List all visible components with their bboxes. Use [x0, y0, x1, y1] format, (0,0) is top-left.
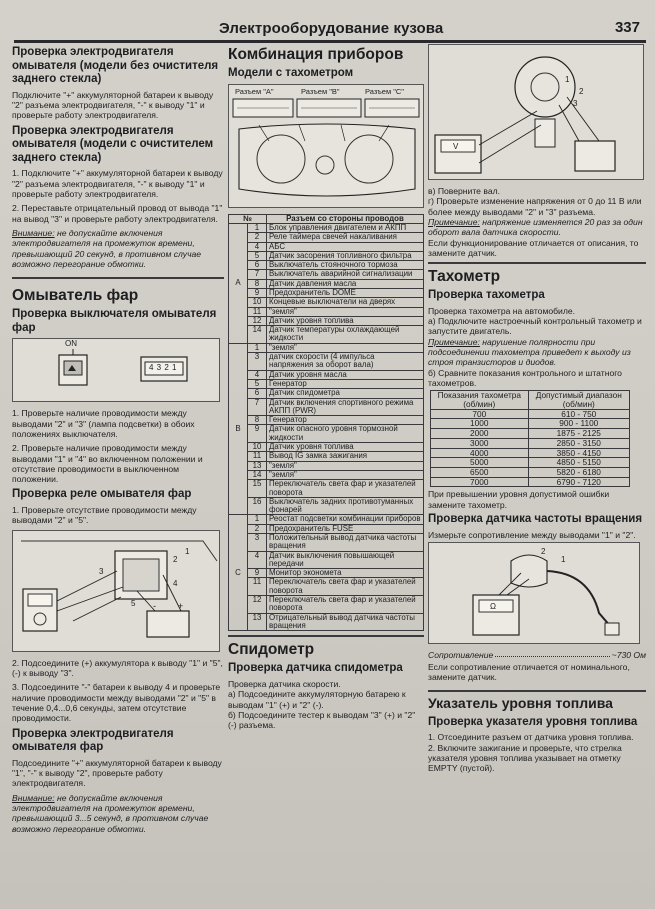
- note-label: Примечание:: [428, 336, 480, 347]
- wiper-motor-rear-step2: 2. Переставьте отрицательный провод от вывода "1" на вывод "3" и проверьте работу электродвигателя.: [12, 203, 223, 224]
- pin-number: 1: [248, 515, 267, 524]
- svg-text:Ω: Ω: [490, 601, 496, 611]
- headlamp-washer-motor-warning: [12, 793, 224, 834]
- tachometer-intro: Проверка тахометра на автомобиле.: [428, 305, 576, 316]
- tach-col-reading-header: Показания тахометра (об/мин): [431, 391, 529, 409]
- pin-description: Выключатель задних противотуманных фонарей: [267, 497, 424, 515]
- pin-number: 11: [248, 307, 267, 316]
- relay-label-1: 1: [185, 546, 190, 556]
- pin-number: 8: [248, 416, 267, 425]
- pin-description: Вывод IG замка зажигания: [267, 452, 424, 461]
- pin-description: Генератор: [267, 379, 424, 388]
- pin-number: 5: [248, 379, 267, 388]
- cluster-connector-figure: [228, 84, 424, 208]
- connector-group-label: C: [229, 515, 248, 631]
- table-row: [229, 398, 424, 416]
- pin-number: 6: [248, 389, 267, 398]
- washer-relay-step2: 2. Подсоедините (+) аккумулятора к выводу "1" и "5", (-) к выводу "3".: [12, 657, 223, 678]
- table-row: [229, 578, 424, 596]
- pin-number: 6: [248, 261, 267, 270]
- pin-description: "земля": [267, 470, 424, 479]
- pin-number: 10: [248, 298, 267, 307]
- pin-description: Переключатель света фар и указателей поворота: [267, 596, 424, 614]
- pin-description: Датчик опасного уровня тормозной жидкости: [267, 425, 424, 443]
- pin-description: Датчик уровня масла: [267, 370, 424, 379]
- instrument-cluster-subtitle: Модели с тахометром: [228, 67, 354, 80]
- speedometer-sensor-step-b: б) Подсоедините тестер к выводам "3" (+) и "2" (-) разъема.: [228, 709, 416, 731]
- warning-text: не допускайте включения электродвигателя на промежуток времени, превышающий 3...5 секунд, в противном случае возможно перегорание обмотки.: [12, 792, 209, 834]
- sensor-label-3: 3: [573, 99, 578, 108]
- washer-switch-figure: [12, 338, 220, 402]
- table-row: [229, 613, 424, 631]
- tach-reading: 2000: [431, 429, 529, 439]
- fuel-gauge-step2: 2. Включите зажигание и проверьте, что стрелка указателя уровня топлива указывает на отметку EMPTY (пустой).: [428, 742, 622, 774]
- pin-number: 9: [248, 425, 267, 443]
- connector-pin-table: [228, 214, 424, 632]
- divider: [428, 262, 646, 264]
- pin-number: 8: [248, 279, 267, 288]
- table-row: [431, 429, 630, 439]
- warning-label: Внимание:: [12, 227, 55, 238]
- tachometer-tolerance-table: [430, 390, 630, 487]
- speedometer-sensor-intro: Проверка датчика скорости.: [228, 678, 341, 689]
- tach-range: 610 - 750: [528, 409, 629, 419]
- pin-description: Датчик уровня топлива: [267, 443, 424, 452]
- pin-description: Датчик давления масла: [267, 279, 424, 288]
- column-right: [428, 40, 646, 778]
- pin-number: 2: [248, 524, 267, 533]
- wiper-motor-no-rear-title: Проверка электродвигателя омывателя (модели без очистителя заднего стекла): [12, 46, 219, 86]
- washer-switch-step1: 1. Проверьте наличие проводимости между выводами "2" и "3" (лампа подсветки) в обоих положениях выключателя.: [12, 408, 195, 439]
- rpm-label-2: 2: [541, 546, 546, 556]
- table-row: [229, 497, 424, 515]
- connector-group-label: A: [229, 223, 248, 343]
- rpm-label-1: 1: [561, 554, 566, 564]
- table-row: [229, 452, 424, 461]
- switch-on-label: ON: [65, 339, 77, 349]
- pin-description: Датчик засорения топливного фильтра: [267, 251, 424, 260]
- column-left: [12, 46, 224, 838]
- pin-description: Реле таймера свечей накаливания: [267, 233, 424, 242]
- fuel-gauge-check-title: Проверка указателя уровня топлива: [428, 715, 638, 728]
- warning-text: не допускайте включения электродвигателя на промежуток времени, превышающий 20 секунд, в противном случае возможно перегорание обмотки.: [12, 227, 202, 269]
- relay-label-5: 5: [131, 598, 136, 608]
- pin-number: 10: [248, 443, 267, 452]
- tachometer-heading: Тахометр: [428, 268, 501, 286]
- pin-number: 1: [248, 343, 267, 352]
- table-header-number: №: [229, 214, 267, 223]
- note-text: напряжение изменяется 20 раз за один оборот вала датчика скорости.: [428, 216, 643, 238]
- tach-range: 1875 - 2125: [528, 429, 629, 439]
- rpm-sensor-title: Проверка датчика частоты вращения: [428, 512, 643, 525]
- table-row: [431, 467, 630, 477]
- table-row: [229, 480, 424, 498]
- table-row: [431, 458, 630, 468]
- svg-text:-: -: [153, 600, 156, 611]
- pin-number: 13: [248, 461, 267, 470]
- pin-description: Отрицательный вывод датчика частоты вращения: [267, 613, 424, 631]
- washer-relay-step1: 1. Проверьте отсутствие проводимости между выводами "2" и "5".: [12, 505, 197, 526]
- table-row: [229, 242, 424, 251]
- pin-number: 15: [248, 480, 267, 498]
- speed-sensor-note: [428, 217, 646, 238]
- resistance-value: ~730 Ом: [611, 649, 646, 660]
- wiper-motor-rear-step1: 1. Подключите "+" аккумуляторной батареи к выводу "2" разъема электродвигателя, "-" к выводу "1" и проверьте работу электродвигателя.: [12, 168, 223, 199]
- pin-description: датчик скорости (4 импульса напряжения за оборот вала): [267, 353, 424, 371]
- table-row: [229, 515, 424, 524]
- pin-number: 12: [248, 316, 267, 325]
- washer-switch-step2: 2. Проверьте наличие проводимости между выводами "1" и "4" во включенном положении и отсутствие проводимости в выключенном положении.: [12, 443, 203, 485]
- tachometer-step-b: б) Сравните показания контрольного и штатного тахометров.: [428, 367, 622, 388]
- pin-description: "земля": [267, 461, 424, 470]
- resistance-label: Сопротивление: [428, 649, 494, 660]
- wiper-motor-rear-title: Проверка электродвигателя омывателя (модели с очистителем заднего стекла): [12, 124, 214, 164]
- rpm-sensor-figure: [428, 542, 640, 644]
- pin-description: "земля": [267, 307, 424, 316]
- headlamp-washer-motor-text: Подсоедините "+" аккумуляторной батареи к выводу "1", "-" к выводу "2", проверьте работу электродвигателя.: [12, 757, 222, 789]
- table-row: [229, 551, 424, 569]
- table-header-description: Разъем со стороны проводов: [267, 214, 424, 223]
- washer-switch-title: Проверка выключателя омывателя фар: [12, 308, 217, 334]
- table-row: [229, 389, 424, 398]
- tach-range: 5820 - 6180: [528, 467, 629, 477]
- sensor-label-2: 2: [579, 87, 584, 96]
- speedometer-heading: Спидометр: [228, 641, 315, 659]
- column-middle: [228, 46, 424, 734]
- relay-test-figure: [12, 530, 220, 652]
- tach-range: 2850 - 3150: [528, 438, 629, 448]
- pin-description: Датчик выключения повышающей передачи: [267, 551, 424, 569]
- headlamp-washer-motor-title: Проверка электродвигателя омывателя фар: [12, 727, 174, 754]
- table-row: [229, 326, 424, 344]
- tach-reading: 3000: [431, 438, 529, 448]
- pin-description: Датчик включения спортивного режима АКПП (PWR): [267, 398, 424, 416]
- pin-description: Блок управления двигателем и АКПП: [267, 223, 424, 232]
- connector-a-label: Разъем "A": [235, 86, 274, 96]
- warning-label: Внимание:: [12, 792, 55, 803]
- pin-number: 3: [248, 353, 267, 371]
- pin-description: Генератор: [267, 416, 424, 425]
- connector-group-label: B: [229, 343, 248, 515]
- relay-label-2: 2: [173, 554, 178, 564]
- pin-description: Датчик температуры охлаждающей жидкости: [267, 326, 424, 344]
- tachometer-step-a: а) Подключите настроечный контрольный тахометр и запустите двигатель.: [428, 316, 642, 337]
- pin-description: Выключатель аварийной сигнализации: [267, 270, 424, 279]
- tach-range: 900 - 1100: [528, 419, 629, 429]
- pin-description: Положительный вывод датчика частоты вращения: [267, 534, 424, 552]
- divider: [228, 635, 424, 637]
- pin-number: 12: [248, 596, 267, 614]
- pin-number: 9: [248, 569, 267, 578]
- tach-col-range-header: Допустимый диапазон (об/мин): [528, 391, 629, 409]
- pin-number: 4: [248, 551, 267, 569]
- speed-sensor-step-v: в) Поверните вал.: [428, 186, 501, 196]
- pin-number: 16: [248, 497, 267, 515]
- pin-number: 3: [248, 534, 267, 552]
- pin-number: 9: [248, 288, 267, 297]
- pin-number: 1: [248, 223, 267, 232]
- table-row: [229, 425, 424, 443]
- page-number: 337: [614, 19, 640, 36]
- tachometer-note: [428, 337, 646, 368]
- tach-reading: 6500: [431, 467, 529, 477]
- table-row: [229, 298, 424, 307]
- svg-text:V: V: [453, 142, 459, 151]
- speedometer-sensor-title: Проверка датчика спидометра: [228, 662, 403, 675]
- speed-sensor-replace: Если функционирование отличается от описания, то замените датчик.: [428, 237, 639, 258]
- tach-reading: 1000: [431, 419, 529, 429]
- table-row: [229, 270, 424, 279]
- table-row: [229, 307, 424, 316]
- page-header: [14, 10, 646, 43]
- tachometer-check-title: Проверка тахометра: [428, 289, 545, 302]
- table-row: [229, 233, 424, 242]
- tach-reading: 4000: [431, 448, 529, 458]
- table-row: [431, 477, 630, 487]
- rpm-sensor-replace: Если сопротивление отличается от номинального, замените датчик.: [428, 661, 630, 683]
- speedometer-sensor-step-a: а) Подсоедините аккумуляторную батарею к выводам "1" (+) и "2" (-).: [228, 689, 406, 710]
- pin-number: 4: [248, 242, 267, 251]
- pin-number: 2: [248, 233, 267, 242]
- pin-number: 14: [248, 470, 267, 479]
- table-row: [431, 409, 630, 419]
- tach-reading: 5000: [431, 458, 529, 468]
- pin-number: 4: [248, 370, 267, 379]
- pin-number: 13: [248, 613, 267, 631]
- relay-label-4: 4: [173, 578, 178, 588]
- pin-number: 7: [248, 398, 267, 416]
- pin-description: Реостат подсветки комбинации приборов: [267, 515, 424, 524]
- tach-range: 6790 - 7120: [528, 477, 629, 487]
- tach-range: 3850 - 4150: [528, 448, 629, 458]
- connector-c-label: Разъем "C": [365, 86, 404, 96]
- note-text: нарушение полярности при подсоединении тахометра приведет к выходу из строя транзисторов и диодов.: [428, 336, 631, 368]
- instrument-cluster-heading: Комбинация приборов: [228, 46, 404, 63]
- pin-description: АБС: [267, 242, 424, 251]
- fuel-gauge-heading: Указатель уровня топлива: [428, 695, 613, 712]
- fuel-gauge-step1: 1. Отсоедините разъем от датчика уровня топлива.: [428, 732, 634, 743]
- connector-b-label: Разъем "B": [301, 86, 340, 96]
- divider: [428, 690, 646, 692]
- pin-description: Предохранитель FUSE: [267, 524, 424, 533]
- pin-description: Датчик спидометра: [267, 389, 424, 398]
- svg-text:+: +: [178, 600, 184, 611]
- tach-reading: 700: [431, 409, 529, 419]
- headlamp-washer-heading: Омыватель фар: [12, 287, 139, 305]
- note-label: Примечание:: [428, 216, 480, 227]
- resistance-spec: [428, 650, 646, 660]
- pin-description: Переключатель света фар и указателей поворота: [267, 480, 424, 498]
- switch-pin-numbers: 4 3 2 1: [149, 363, 177, 373]
- pin-description: Монитор экономета: [267, 569, 424, 578]
- speed-sensor-step-g: г) Проверьте изменение напряжения от 0 до 11 В или более между выводами "2" и "3" разъема.: [428, 196, 642, 217]
- rpm-sensor-text: Измерьте сопротивление между выводами "1" и "2".: [428, 529, 636, 540]
- speed-sensor-test-figure: [428, 44, 644, 180]
- tachometer-replace: При превышении уровня допустимой ошибки замените тахометр.: [428, 489, 610, 510]
- pin-description: Датчик уровня топлива: [267, 316, 424, 325]
- table-row: [229, 534, 424, 552]
- pin-description: Выключатель стояночного тормоза: [267, 261, 424, 270]
- washer-relay-step3: 3. Подсоедините "-" батареи к выводу 4 и проверьте наличие проводимости между выводами "2" и "5" в течение 0,4...0,6 секунды, затем отсутствие проводимости.: [12, 682, 221, 724]
- wiper-motor-no-rear-text: Подключите "+" аккумуляторной батареи к выводу "2" разъема электродвигателя, "-" к выводу "1" и проверьте работу электродвигателя.: [12, 89, 214, 121]
- wiper-motor-warning: [12, 228, 224, 269]
- pin-number: 5: [248, 251, 267, 260]
- pin-description: Переключатель света фар и указателей поворота: [267, 578, 424, 596]
- pin-number: 11: [248, 452, 267, 461]
- section-title: Электрооборудование кузова: [219, 20, 444, 37]
- table-row: [431, 438, 630, 448]
- washer-relay-title: Проверка реле омывателя фар: [12, 488, 192, 501]
- pin-description: Концевые выключатели на дверях: [267, 298, 424, 307]
- divider: [12, 277, 224, 279]
- tach-range: 4850 - 5150: [528, 458, 629, 468]
- pin-description: Предохранитель DOME: [267, 288, 424, 297]
- tach-reading: 7000: [431, 477, 529, 487]
- sensor-label-1: 1: [565, 75, 570, 84]
- pin-description: "земля": [267, 343, 424, 352]
- table-row: [229, 353, 424, 371]
- table-row: [229, 596, 424, 614]
- relay-label-3: 3: [99, 566, 104, 576]
- pin-number: 7: [248, 270, 267, 279]
- pin-number: 14: [248, 326, 267, 344]
- pin-number: 11: [248, 578, 267, 596]
